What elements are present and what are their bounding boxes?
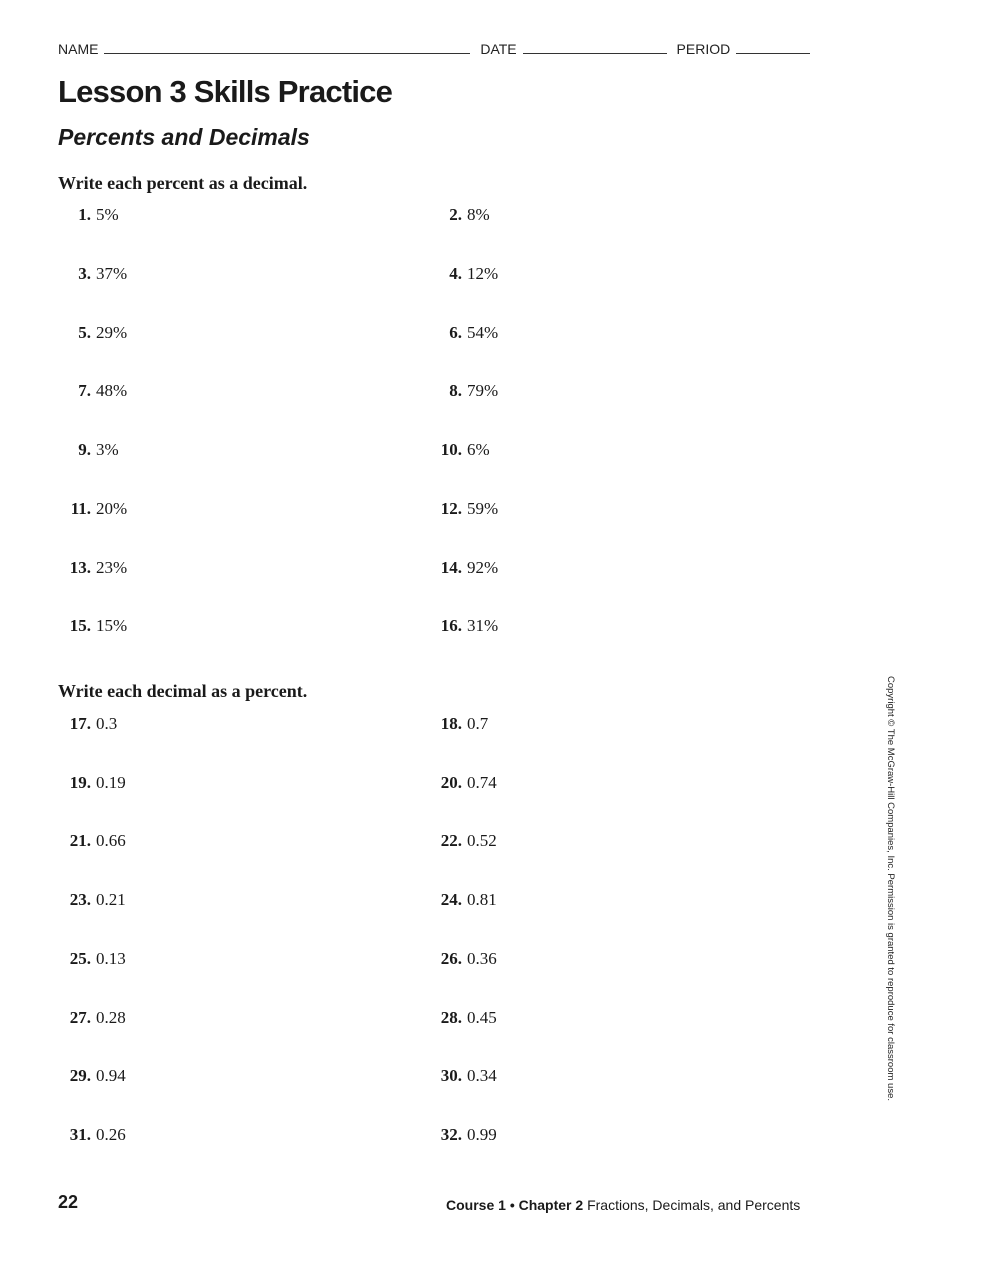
problem-1 xyxy=(58,205,119,225)
problem-number: 10. xyxy=(440,440,462,459)
problem-number: 28. xyxy=(440,1008,462,1027)
footer-chapter: Chapter 2 xyxy=(518,1197,584,1213)
date-label: DATE xyxy=(480,41,517,57)
problem-32 xyxy=(429,1125,497,1145)
problem-30 xyxy=(429,1066,497,1086)
problem-number: 6. xyxy=(449,323,462,342)
problem-value: 79% xyxy=(467,381,499,400)
problem-4 xyxy=(429,264,498,284)
problem-value: 0.45 xyxy=(467,1008,497,1027)
problem-15 xyxy=(58,616,127,636)
page-subtitle: Percents and Decimals xyxy=(58,124,310,150)
problem-number: 14. xyxy=(440,558,462,577)
problem-value: 12% xyxy=(467,264,499,283)
problem-23 xyxy=(58,890,126,910)
period-blank[interactable] xyxy=(736,41,810,54)
problem-number: 5. xyxy=(78,323,91,342)
problem-value: 0.66 xyxy=(96,831,126,850)
problem-14 xyxy=(429,558,498,578)
problem-number: 2. xyxy=(449,205,462,224)
problem-value: 0.26 xyxy=(96,1125,126,1144)
problem-value: 0.7 xyxy=(467,714,489,733)
problem-value: 20% xyxy=(96,499,128,518)
problem-number: 25. xyxy=(69,949,91,968)
problem-9 xyxy=(58,440,119,460)
problem-28 xyxy=(429,1008,497,1028)
problem-25 xyxy=(58,949,126,969)
problem-value: 0.81 xyxy=(467,890,497,909)
copyright-notice: Copyright © The McGraw-Hill Companies, Inc. Permission is granted to reproduce for classroom use. xyxy=(885,676,896,1101)
problem-number: 21. xyxy=(69,831,91,850)
problem-value: 0.52 xyxy=(467,831,497,850)
problem-10 xyxy=(429,440,490,460)
section2-heading: Write each decimal as a percent. xyxy=(58,681,308,701)
problem-number: 15. xyxy=(69,616,91,635)
problem-value: 48% xyxy=(96,381,128,400)
page-number: 22 xyxy=(58,1192,79,1212)
problem-number: 24. xyxy=(440,890,462,909)
problem-11 xyxy=(58,499,127,519)
name-blank[interactable] xyxy=(104,41,470,54)
problem-number: 30. xyxy=(440,1066,462,1085)
footer-chapter-title: Fractions, Decimals, and Percents xyxy=(587,1197,801,1213)
problem-number: 17. xyxy=(69,714,91,733)
problem-value: 5% xyxy=(96,205,119,224)
problem-value: 0.94 xyxy=(96,1066,126,1085)
page-title: Lesson 3 Skills Practice xyxy=(58,74,393,109)
problem-29 xyxy=(58,1066,126,1086)
problem-value: 0.34 xyxy=(467,1066,497,1085)
problem-2 xyxy=(429,205,490,225)
problem-value: 0.21 xyxy=(96,890,126,909)
problem-18 xyxy=(429,714,488,734)
problem-value: 15% xyxy=(96,616,128,635)
problem-number: 1. xyxy=(78,205,91,224)
problem-number: 4. xyxy=(449,264,462,283)
problem-value: 6% xyxy=(467,440,490,459)
problem-number: 18. xyxy=(440,714,462,733)
problem-number: 16. xyxy=(440,616,462,635)
problem-19 xyxy=(58,773,126,793)
problem-number: 26. xyxy=(440,949,462,968)
problem-value: 0.13 xyxy=(96,949,126,968)
problem-number: 7. xyxy=(78,381,91,400)
problem-number: 27. xyxy=(69,1008,91,1027)
problem-6 xyxy=(429,323,498,343)
problem-number: 12. xyxy=(440,499,462,518)
problem-value: 31% xyxy=(467,616,499,635)
problem-26 xyxy=(429,949,497,969)
problem-number: 29. xyxy=(69,1066,91,1085)
problem-20 xyxy=(429,773,497,793)
problem-12 xyxy=(429,499,498,519)
problem-31 xyxy=(58,1125,126,1145)
problem-value: 59% xyxy=(467,499,499,518)
problem-number: 19. xyxy=(69,773,91,792)
problem-number: 22. xyxy=(440,831,462,850)
period-label: PERIOD xyxy=(676,41,731,57)
problem-value: 37% xyxy=(96,264,128,283)
problem-24 xyxy=(429,890,497,910)
problem-5 xyxy=(58,323,127,343)
problem-value: 29% xyxy=(96,323,128,342)
problem-number: 11. xyxy=(70,499,91,518)
problem-7 xyxy=(58,381,127,401)
footer-course: Course 1 xyxy=(446,1197,506,1213)
problem-21 xyxy=(58,831,126,851)
problem-value: 23% xyxy=(96,558,128,577)
problem-value: 54% xyxy=(467,323,499,342)
problem-13 xyxy=(58,558,127,578)
problem-3 xyxy=(58,264,127,284)
problem-number: 13. xyxy=(69,558,91,577)
problem-value: 0.19 xyxy=(96,773,126,792)
footer-separator: • xyxy=(509,1197,515,1213)
problem-value: 0.99 xyxy=(467,1125,497,1144)
problem-number: 31. xyxy=(69,1125,91,1144)
problem-number: 32. xyxy=(440,1125,462,1144)
date-blank[interactable] xyxy=(523,41,667,54)
problem-8 xyxy=(429,381,498,401)
problem-number: 3. xyxy=(78,264,91,283)
problem-number: 9. xyxy=(78,440,91,459)
problem-value: 0.36 xyxy=(467,949,497,968)
footer-course-info xyxy=(446,1197,800,1213)
problem-27 xyxy=(58,1008,126,1028)
problem-16 xyxy=(429,616,498,636)
problem-value: 0.28 xyxy=(96,1008,126,1027)
student-info-header xyxy=(58,41,838,57)
problem-value: 0.3 xyxy=(96,714,118,733)
problem-number: 20. xyxy=(440,773,462,792)
problem-value: 8% xyxy=(467,205,490,224)
problem-22 xyxy=(429,831,497,851)
problem-value: 0.74 xyxy=(467,773,497,792)
problem-17 xyxy=(58,714,117,734)
problem-number: 8. xyxy=(449,381,462,400)
problem-value: 3% xyxy=(96,440,119,459)
problem-number: 23. xyxy=(69,890,91,909)
name-label: NAME xyxy=(58,41,99,57)
problem-value: 92% xyxy=(467,558,499,577)
section1-heading: Write each percent as a decimal. xyxy=(58,173,308,193)
